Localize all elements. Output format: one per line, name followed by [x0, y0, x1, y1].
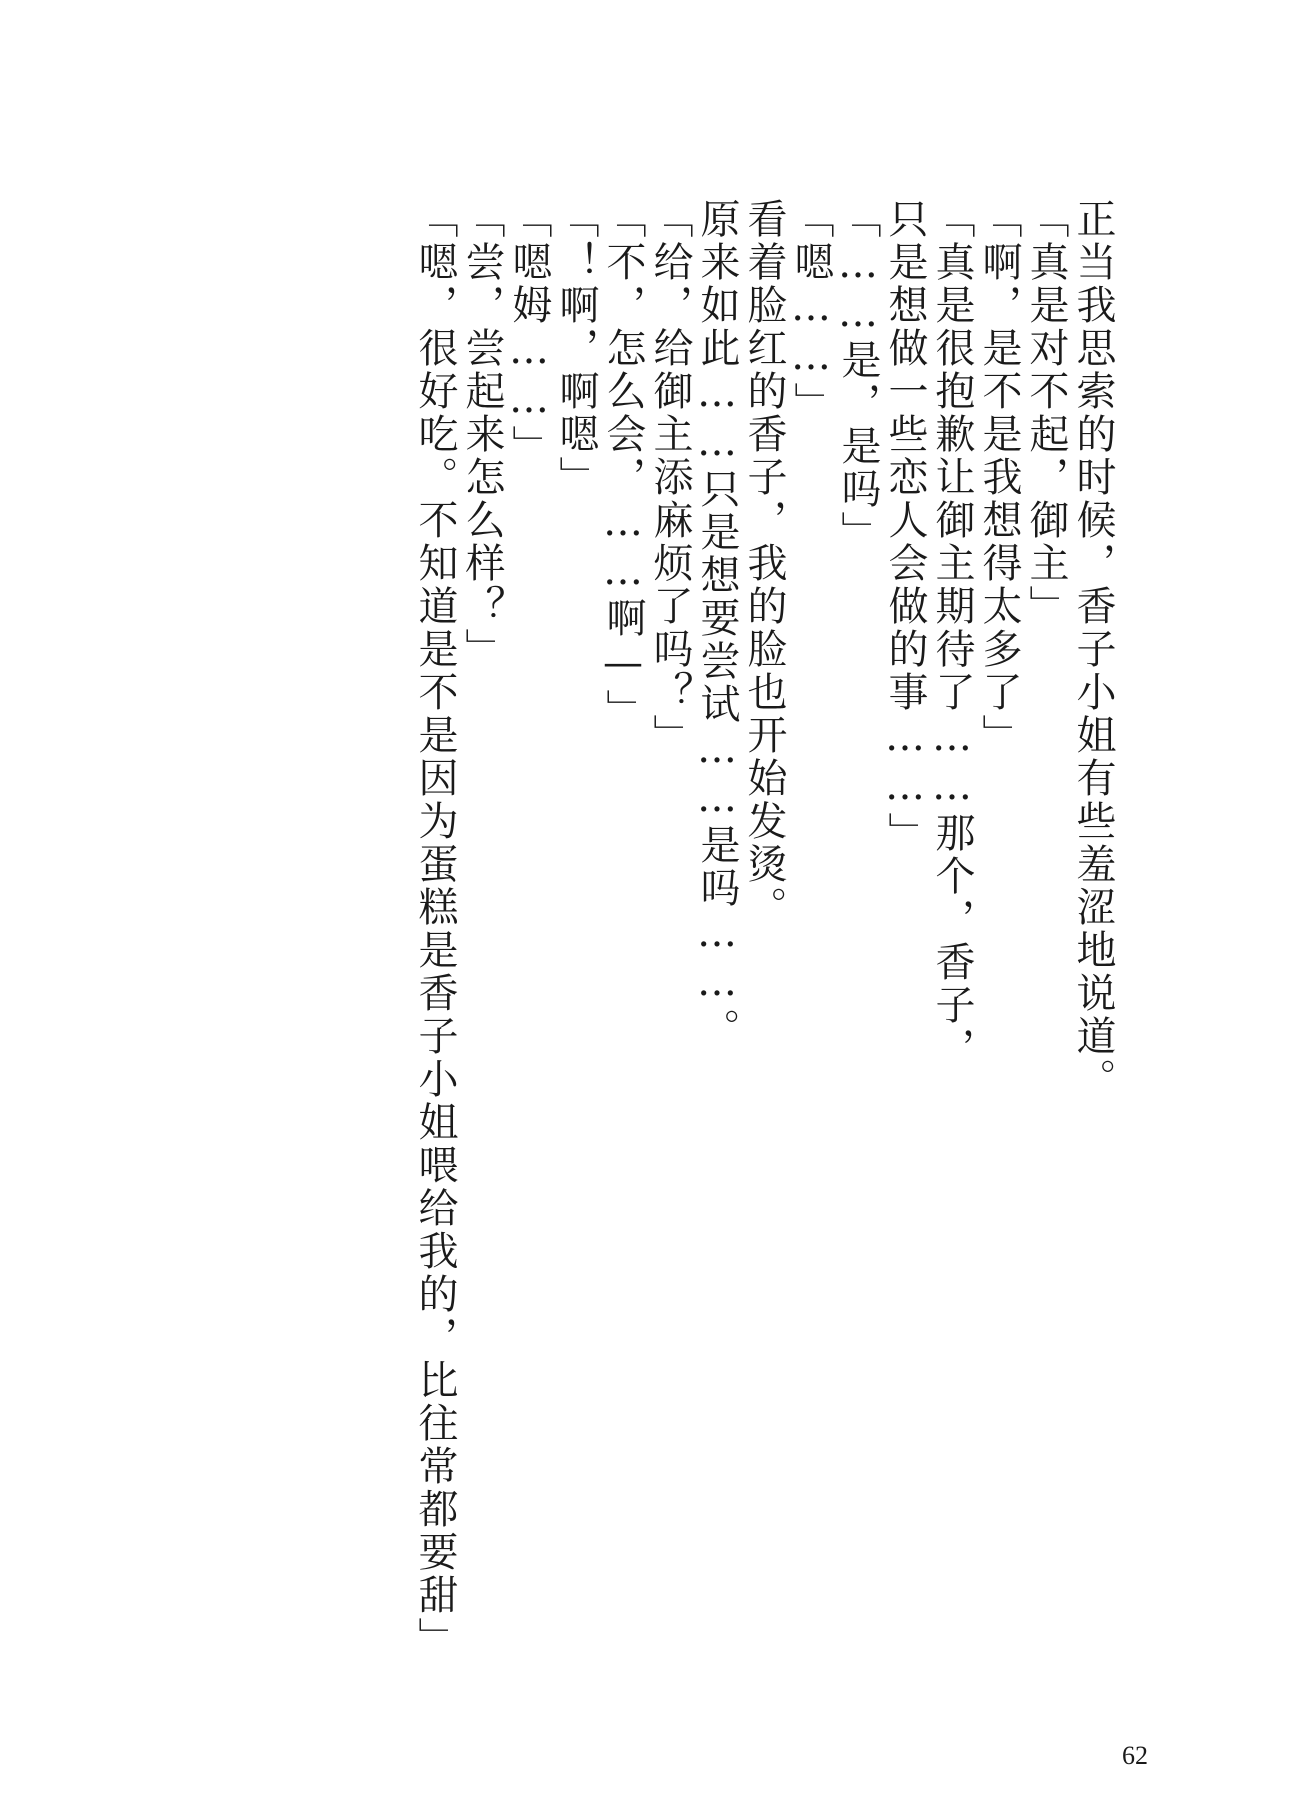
- text-line: 「给，给御主添麻烦了吗？」: [647, 198, 693, 757]
- text-line: 「真是很抱歉让御主期待了……那个，香子，: [929, 198, 975, 1070]
- text-line: 只是想做一些恋人会做的事……」: [882, 198, 928, 855]
- text-line: 「嗯……」: [788, 198, 834, 425]
- text-line: 「嗯，很好吃。不知道是不是因为蛋糕是香子小姐喂给我的，比往常都要甜」: [412, 198, 458, 1660]
- page-number: 62: [1122, 1741, 1148, 1770]
- text-line: 「不，怎么会，……啊—」: [600, 198, 646, 732]
- text-line: 「真是对不起，御主」: [1023, 198, 1069, 628]
- text-line: 「嗯姆……」: [506, 198, 552, 468]
- text-line: 「尝，尝起来怎么样？」: [459, 198, 505, 671]
- text-line: 正当我思索的时候，香子小姐有些羞涩地说道。: [1070, 198, 1116, 1101]
- vertical-text-block: [411, 198, 1116, 1660]
- text-line: 看着脸红的香子，我的脸也开始发烫。: [741, 198, 787, 929]
- text-line: 「啊，是不是我想得太多了」: [976, 198, 1022, 757]
- text-line: 「……是，是吗」: [835, 198, 881, 554]
- text-line: 原来如此……只是想要尝试……是吗……。: [694, 198, 740, 1051]
- text-line: 「！啊，啊嗯」: [553, 198, 599, 499]
